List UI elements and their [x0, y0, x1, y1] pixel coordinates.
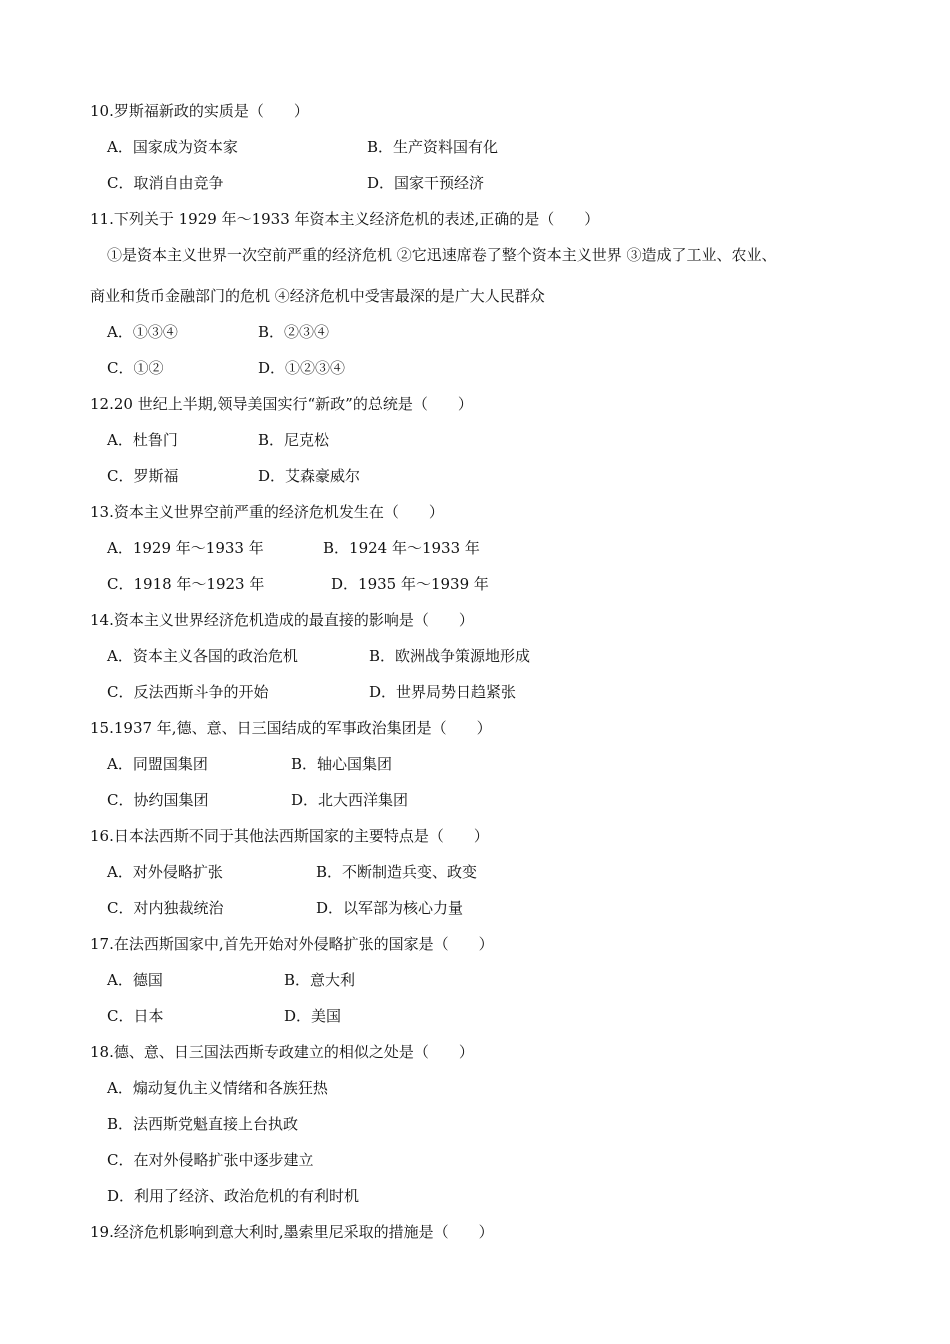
question-16-option-c: C．对内独裁统治 — [107, 899, 224, 917]
question-12-option-b: B．尼克松 — [258, 431, 330, 449]
question-14-stem: 14.资本主义世界经济危机造成的最直接的影响是（ ） — [90, 611, 474, 629]
question-13-stem: 13.资本主义世界空前严重的经济危机发生在（ ） — [90, 503, 444, 521]
question-10-option-d: D．国家干预经济 — [367, 174, 485, 192]
question-14-option-a: A．资本主义各国的政治危机 — [107, 647, 298, 665]
question-13-option-b: B．1924 年～1933 年 — [323, 539, 480, 557]
question-14-option-c: C．反法西斯斗争的开始 — [107, 683, 269, 701]
question-17-option-a: A．德国 — [107, 971, 163, 989]
question-13-option-c: C．1918 年～1923 年 — [107, 575, 265, 593]
question-16-option-a: A．对外侵略扩张 — [107, 863, 223, 881]
question-17-option-c: C．日本 — [107, 1007, 164, 1025]
question-15-stem: 15.1937 年,德、意、日三国结成的军事政治集团是（ ） — [90, 719, 492, 737]
question-19-stem: 19.经济危机影响到意大利时,墨索里尼采取的措施是（ ） — [90, 1223, 494, 1241]
question-11-stem: 11.下列关于 1929 年～1933 年资本主义经济危机的表述,正确的是（ ） — [90, 210, 600, 228]
question-18-option-d: D．利用了经济、政治危机的有利时机 — [107, 1187, 360, 1205]
question-16-option-b: B．不断制造兵变、政变 — [316, 863, 478, 881]
question-10-option-c: C．取消自由竞争 — [107, 174, 224, 192]
question-11-option-b: B．②③④ — [258, 323, 330, 341]
question-12-option-a: A．杜鲁门 — [107, 431, 178, 449]
question-11-statement-line1: ①是资本主义世界一次空前严重的经济危机 ②它迅速席卷了整个资本主义世界 ③造成了工业、农业、 — [107, 246, 777, 264]
question-15-option-a: A．同盟国集团 — [107, 755, 208, 773]
question-11-option-d: D．①②③④ — [258, 359, 346, 377]
question-14-option-d: D．世界局势日趋紧张 — [369, 683, 517, 701]
question-17-option-b: B．意大利 — [284, 971, 356, 989]
question-15-option-b: B．轴心国集团 — [291, 755, 393, 773]
question-15-option-c: C．协约国集团 — [107, 791, 209, 809]
question-14-option-b: B．欧洲战争策源地形成 — [369, 647, 531, 665]
question-10-option-b: B．生产资料国有化 — [367, 138, 499, 156]
question-13-option-a: A．1929 年～1933 年 — [107, 539, 264, 557]
question-16-option-d: D．以军部为核心力量 — [316, 899, 464, 917]
question-16-stem: 16.日本法西斯不同于其他法西斯国家的主要特点是（ ） — [90, 827, 489, 845]
question-17-stem: 17.在法西斯国家中,首先开始对外侵略扩张的国家是（ ） — [90, 935, 494, 953]
question-11-option-c: C．①② — [107, 359, 164, 377]
question-17-option-d: D．美国 — [284, 1007, 342, 1025]
question-10-option-a: A．国家成为资本家 — [107, 138, 238, 156]
question-18-option-c: C．在对外侵略扩张中逐步建立 — [107, 1151, 314, 1169]
question-15-option-d: D．北大西洋集团 — [291, 791, 409, 809]
question-11-statement-line2: 商业和货币金融部门的危机 ④经济危机中受害最深的是广大人民群众 — [90, 287, 545, 305]
question-12-stem: 12.20 世纪上半期,领导美国实行“新政”的总统是（ ） — [90, 395, 473, 413]
question-18-stem: 18.德、意、日三国法西斯专政建立的相似之处是（ ） — [90, 1043, 474, 1061]
question-10-stem: 10.罗斯福新政的实质是（ ） — [90, 102, 309, 120]
question-12-option-d: D．艾森豪威尔 — [258, 467, 361, 485]
question-12-option-c: C．罗斯福 — [107, 467, 179, 485]
question-18-option-b: B．法西斯党魁直接上台执政 — [107, 1115, 299, 1133]
question-11-option-a: A．①③④ — [107, 323, 178, 341]
question-13-option-d: D．1935 年～1939 年 — [331, 575, 489, 593]
question-18-option-a: A．煽动复仇主义情绪和各族狂热 — [107, 1079, 328, 1097]
